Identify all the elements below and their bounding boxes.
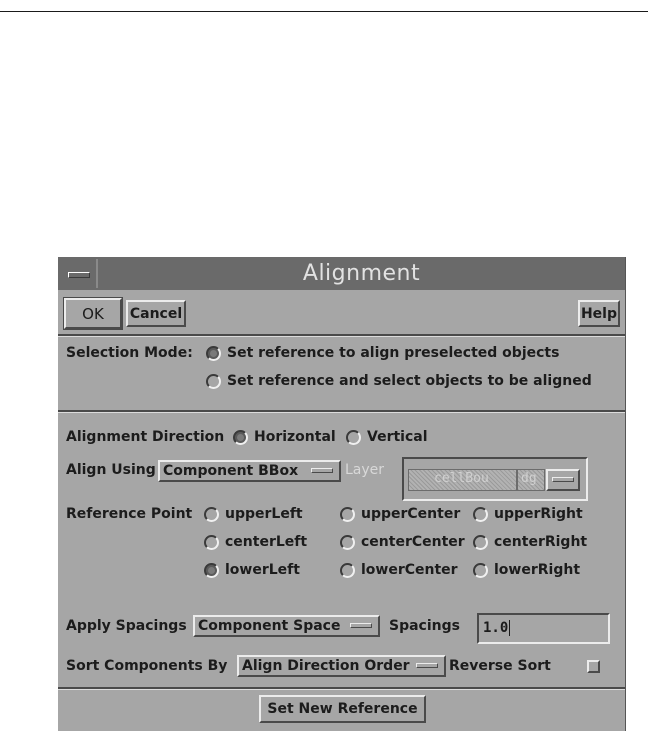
- screen-top-divider: [0, 11, 648, 12]
- apply-spacings-value: Component Space: [198, 618, 341, 634]
- radio-center-left-label[interactable]: centerLeft: [225, 534, 308, 550]
- selection-mode-label: Selection Mode:: [66, 345, 193, 361]
- radio-lower-right[interactable]: [473, 563, 488, 578]
- radio-upper-right-label[interactable]: upperRight: [494, 506, 583, 522]
- layer-name: cellBou: [434, 471, 489, 486]
- radio-align-preselected-label[interactable]: Set reference to align preselected objects: [227, 345, 560, 361]
- radio-upper-left-label[interactable]: upperLeft: [225, 506, 303, 522]
- divider-buttons: [58, 334, 625, 337]
- reverse-sort-checkbox[interactable]: [587, 660, 600, 673]
- dropdown-indicator-icon: [416, 663, 438, 668]
- set-new-reference-button[interactable]: Set New Reference: [259, 695, 426, 723]
- apply-spacings-label: Apply Spacings: [66, 618, 187, 634]
- window-menu-button[interactable]: [60, 259, 98, 288]
- radio-select-to-align-label[interactable]: Set reference and select objects to be aligned: [227, 373, 592, 389]
- layer-dropdown-button[interactable]: [546, 469, 580, 491]
- radio-center-right-label[interactable]: centerRight: [494, 534, 588, 550]
- radio-align-preselected[interactable]: [206, 346, 221, 361]
- spacings-label: Spacings: [389, 618, 460, 634]
- layer-label: Layer: [345, 462, 385, 478]
- help-button[interactable]: Help: [578, 300, 620, 327]
- radio-horizontal-label[interactable]: Horizontal: [254, 429, 336, 445]
- cancel-button[interactable]: Cancel: [126, 300, 186, 327]
- radio-lower-center[interactable]: [340, 563, 355, 578]
- apply-spacings-dropdown[interactable]: [193, 615, 380, 637]
- sort-components-label: Sort Components By: [66, 658, 228, 674]
- divider-selection: [58, 410, 625, 413]
- radio-lower-center-label[interactable]: lowerCenter: [361, 562, 458, 578]
- layer-name-cell[interactable]: [408, 469, 517, 491]
- reference-point-label: Reference Point: [66, 506, 193, 522]
- align-using-value: Component BBox: [163, 463, 299, 479]
- layer-dropdown-icon: [552, 477, 574, 482]
- radio-horizontal[interactable]: [233, 430, 248, 445]
- align-using-dropdown[interactable]: [158, 460, 341, 482]
- ok-button[interactable]: OK: [64, 298, 122, 329]
- radio-lower-left[interactable]: [204, 563, 219, 578]
- radio-center-left[interactable]: [204, 535, 219, 550]
- window-title: Alignment: [302, 261, 421, 286]
- layer-purpose: dg: [521, 471, 537, 486]
- dropdown-indicator-icon: [311, 468, 333, 473]
- spacings-input[interactable]: [477, 613, 610, 644]
- radio-upper-center[interactable]: [340, 507, 355, 522]
- reverse-sort-label: Reverse Sort: [449, 658, 551, 674]
- radio-vertical-label[interactable]: Vertical: [367, 429, 428, 445]
- divider-footer: [58, 687, 625, 690]
- spacings-value: 1.0: [483, 620, 509, 636]
- radio-center-center-label[interactable]: centerCenter: [361, 534, 465, 550]
- sort-components-value: Align Direction Order: [242, 658, 410, 674]
- radio-vertical[interactable]: [346, 430, 361, 445]
- window-menu-icon: [68, 272, 90, 278]
- radio-select-to-align[interactable]: [206, 374, 221, 389]
- text-caret: [509, 620, 510, 636]
- title-bar[interactable]: [58, 257, 625, 290]
- alignment-dialog: [57, 257, 626, 731]
- layer-selector[interactable]: [402, 457, 588, 501]
- radio-lower-right-label[interactable]: lowerRight: [494, 562, 581, 578]
- radio-upper-left[interactable]: [204, 507, 219, 522]
- dropdown-indicator-icon: [350, 623, 372, 628]
- layer-purpose-cell[interactable]: [517, 469, 545, 491]
- radio-center-center[interactable]: [340, 535, 355, 550]
- alignment-direction-label: Alignment Direction: [66, 429, 225, 445]
- radio-upper-center-label[interactable]: upperCenter: [361, 506, 461, 522]
- radio-center-right[interactable]: [473, 535, 488, 550]
- sort-components-dropdown[interactable]: [237, 655, 446, 677]
- radio-lower-left-label[interactable]: lowerLeft: [225, 562, 300, 578]
- align-using-label: Align Using: [66, 462, 156, 478]
- radio-upper-right[interactable]: [473, 507, 488, 522]
